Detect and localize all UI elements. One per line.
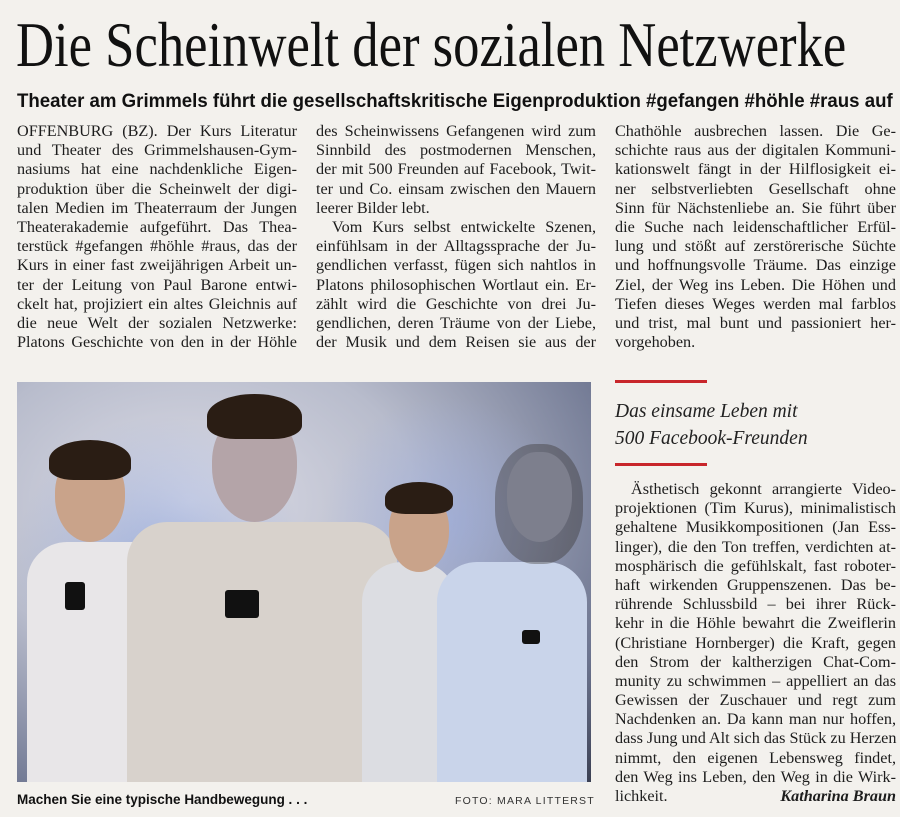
text-line: zählt wird die Geschichte von drei Ju- <box>316 294 596 313</box>
sidebar-text <box>615 480 896 806</box>
text-line: lung und stößt auf zerstörerische Süchte <box>615 237 896 256</box>
sidebar-heading-line-1: Das einsame Leben mit <box>615 401 798 422</box>
text-line: OFFENBURG (BZ). Der Kurs Literatur <box>17 122 297 140</box>
text-line: (Christiane Hornberger) die Kraft, gegen <box>615 633 896 652</box>
photo-caption: Machen Sie eine typische Handbewegung . . . <box>17 792 308 807</box>
sidebar-heading-line-2: 500 Facebook-Freunden <box>615 428 808 449</box>
article-photo <box>17 382 591 782</box>
text-line: gendlichen, deren Träume von der Liebe, <box>316 313 596 332</box>
text-line: nasiums hat eine nachdenkliche Eigen- <box>17 160 297 179</box>
text-line: Chathöhle ausbrechen lassen. Die Ge- <box>615 122 896 140</box>
text-line: Gewissen der Zuschauer und regt zum <box>615 691 896 710</box>
text-line: die neue Welt der sozialen Netzwerke: <box>17 313 297 332</box>
text-line: linger), die den Ton treffen, verdichten at- <box>615 537 896 556</box>
sidebar-heading <box>615 398 808 452</box>
text-line: und Theater des Grimmelshausen-Gym- <box>17 141 297 160</box>
text-line-last <box>615 787 896 806</box>
headline: Die Scheinwelt der sozialen Netzwerke <box>16 9 847 80</box>
text-line: munity zu schwimmen – appelliert an das <box>615 671 896 690</box>
text-line: Sinn für Nächstenliebe an. Sie führt über <box>615 198 896 217</box>
text-line: Vom Kurs selbst entwickelte Szenen, <box>332 217 596 236</box>
text-line: produktion über die Scheinwelt der digi- <box>17 179 297 198</box>
article-column-3 <box>615 122 896 352</box>
text-line: ter und Co. einsam zwischen den Mauern <box>316 179 596 198</box>
text-line: dass Jung und Alt sich das Stück zu Herzen <box>615 729 897 748</box>
text-line: Platons Geschichte von den in der Höhle <box>17 333 297 352</box>
text-line: talen Medien im Theaterraum der Jungen <box>17 198 297 217</box>
text-line: haft wirkenden Gruppenszenen. Das be- <box>615 575 896 594</box>
text-line: die Suche nach leidenschaftlicher Erfül- <box>615 217 896 236</box>
text-line: der Musik und dem Reisen sie aus der <box>316 333 596 352</box>
text-line: mosphärisch die gefühlskalt, fast roboter- <box>615 556 896 575</box>
text-line: kehr in die Höhle bewahrt die Zweiflerin <box>615 614 896 633</box>
text-line: ter der Leitung von Paul Barone entwi- <box>17 275 297 294</box>
text-line: leerer Bilder lebt. <box>316 198 430 217</box>
text-line: Kurs in einer fast zweijährigen Arbeit un- <box>17 256 297 275</box>
text-line: kationswelt fängt in der Hilflosigkeit ei- <box>615 160 896 179</box>
text-line: lichkeit. <box>615 787 668 805</box>
text-line: gendlichen verfasst, fügen sich nahtlos in <box>316 256 596 275</box>
text-line: und hoffnungsvolle Träume. Das einzige <box>615 256 896 275</box>
text-line: projektionen (Tim Kurus), minimalistisch <box>615 499 896 518</box>
subheadline: Theater am Grimmels führt die gesellschaftskritische Eigenproduktion #gefangen #höhle #raus auf <box>17 90 893 112</box>
text-line: Platons philosophischen Wortlaut ein. Er- <box>316 275 596 294</box>
text-line: und trist, mal bunt und passioniert her- <box>615 313 896 332</box>
text-line: Sinnbild des postmodernen Menschen, <box>316 141 596 160</box>
divider-top <box>615 380 707 383</box>
text-line: Nachdenken an. Da kann man nur hoffen, <box>615 710 896 729</box>
text-line: den Strom der kaltherzigen Chat-Com- <box>615 652 896 671</box>
text-line: rührende Schlussbild – bei ihrer Rück- <box>615 595 896 614</box>
author-name: Katharina Braun <box>780 787 896 805</box>
text-line: den Weg ins Leben, den Weg in die Wirk- <box>615 767 896 786</box>
text-line: vorgehoben. <box>615 333 696 352</box>
text-line: der mit 500 Freunden auf Facebook, Twit- <box>316 160 596 179</box>
text-line: nimmt, den eigenen Lebensweg findet, <box>615 748 896 767</box>
text-line: ner selbstverliebten Gesellschaft ohne <box>615 179 896 198</box>
photo-credit: FOTO: MARA LITTERST <box>455 795 595 807</box>
article-column-2 <box>316 122 596 352</box>
text-line: ckelt hat, projiziert ein altes Gleichnis auf <box>17 294 297 313</box>
article-column-1 <box>17 122 297 352</box>
text-line: terstück #gefangen #höhle #raus, das der <box>17 237 297 256</box>
text-line: des Scheinwissens Gefangenen wird zum <box>316 122 596 140</box>
text-line: Tiefen dieses Weges werden mal farblos <box>615 294 896 313</box>
divider-bottom <box>615 463 707 466</box>
text-line: Ziel, der Weg ins Leben. Die Höhen und <box>615 275 896 294</box>
text-line: Theaterakademie aufgeführt. Das Thea- <box>17 217 297 236</box>
text-line: schichte raus aus der digitalen Kommuni- <box>615 141 896 160</box>
text-line: Ästhetisch gekonnt arrangierte Video- <box>631 480 896 498</box>
text-line: einfühlsam in der Alltagssprache der Ju- <box>316 237 596 256</box>
text-line: gehaltene Musikkompositionen (Jan Ess- <box>615 518 896 537</box>
